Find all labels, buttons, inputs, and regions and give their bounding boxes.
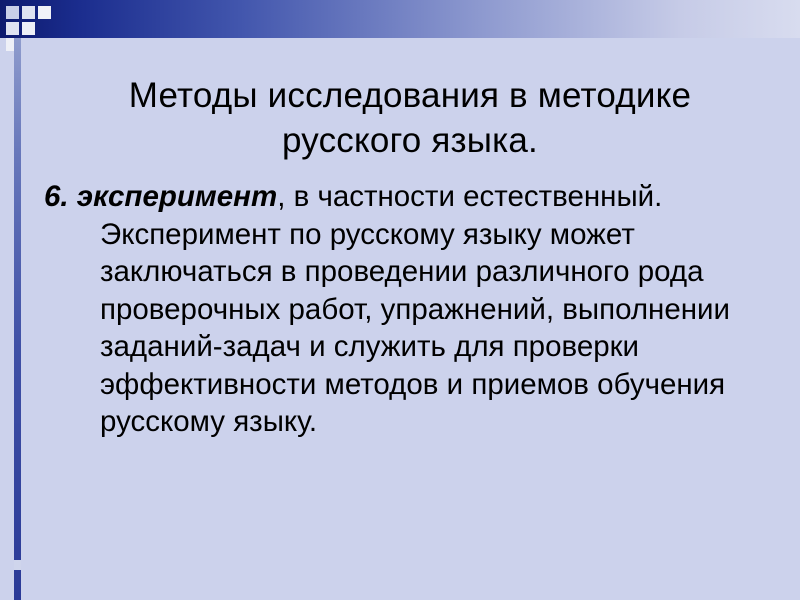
decorative-square: [22, 6, 35, 19]
left-accent-bar-notch: [14, 560, 21, 570]
decorative-square: [38, 6, 51, 19]
left-accent-bar: [14, 38, 21, 600]
body-paragraph: [44, 178, 762, 441]
top-gradient-banner: [0, 0, 800, 38]
body-rest-text: , в частности естественный. Эксперимент по русскому языку может заключаться в проведении различного рода проверочных работ, упражнений, выполнении заданий-задач и служить для проверки эффективности методов и приемов обучения русскому языку.: [100, 180, 730, 438]
slide-title: Методы исследования в методике русского языка.: [128, 76, 692, 161]
decorative-square: [6, 6, 19, 19]
body-lead-text: 6. эксперимент: [44, 180, 278, 213]
decorative-square: [6, 22, 19, 35]
slide-body: [44, 178, 762, 441]
decorative-square: [22, 22, 35, 35]
